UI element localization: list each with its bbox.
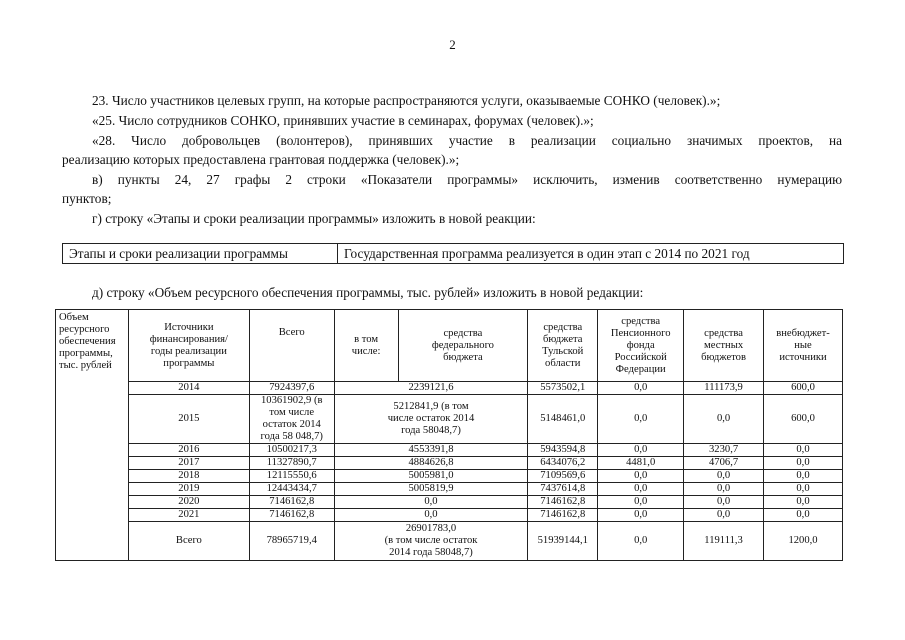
paragraph-d: д) строку «Объем ресурсного обеспечения программы, тыс. рублей» изложить в новой редакции:	[92, 285, 644, 300]
total-cell: 10361902,9 (в том числе остаток 2014 года 58 048,7)	[249, 395, 334, 444]
total-cell: 7146162,8	[249, 496, 334, 509]
federal-cell: 26901783,0 (в том числе остаток 2014 года 58048,7)	[334, 522, 528, 561]
extra-cell: 0,0	[764, 457, 843, 470]
local-cell: 0,0	[684, 395, 764, 444]
stages-value-cell: Государственная программа реализуется в один этап с 2014 по 2021 год	[338, 244, 844, 264]
table-row	[56, 483, 843, 496]
tula-cell: 51939144,1	[528, 522, 598, 561]
finance-table	[55, 309, 843, 561]
federal-cell: 4553391,8	[334, 444, 528, 457]
header-pension: средства Пенсионного фонда Российской Федерации	[598, 310, 684, 382]
federal-cell: 0,0	[334, 496, 528, 509]
tula-cell: 7146162,8	[528, 496, 598, 509]
tula-cell: 5573502,1	[528, 382, 598, 395]
table-row	[56, 470, 843, 483]
tula-cell: 5943594,8	[528, 444, 598, 457]
table-row	[56, 382, 843, 395]
header-including: в том числе:	[334, 310, 398, 382]
pension-cell: 0,0	[598, 470, 684, 483]
local-cell: 111173,9	[684, 382, 764, 395]
tula-cell: 6434076,2	[528, 457, 598, 470]
local-cell: 0,0	[684, 483, 764, 496]
tula-cell: 5148461,0	[528, 395, 598, 444]
pension-cell: 0,0	[598, 382, 684, 395]
pension-cell: 0,0	[598, 395, 684, 444]
total-cell: 12115550,6	[249, 470, 334, 483]
total-cell: 11327890,7	[249, 457, 334, 470]
paragraph-28-line2: реализацию которых предоставлена грантовая поддержка (человек).»;	[62, 152, 460, 167]
table-row	[56, 444, 843, 457]
paragraph-g: г) строку «Этапы и сроки реализации программы» изложить в новой реакции:	[92, 211, 536, 226]
federal-cell: 5005819,9	[334, 483, 528, 496]
paragraph-25: «25. Число сотрудников СОНКО, принявших участие в семинарах, форумах (человек).»;	[92, 113, 594, 128]
paragraph-v-line1: в) пункты 24, 27 графы 2 строки «Показатели программы» исключить, изменив соответственно нумерацию	[92, 172, 842, 187]
total-label-cell: Всего	[128, 522, 249, 561]
extra-cell: 0,0	[764, 470, 843, 483]
local-cell: 3230,7	[684, 444, 764, 457]
extra-cell: 1200,0	[764, 522, 843, 561]
pension-cell: 0,0	[598, 522, 684, 561]
header-local: средства местных бюджетов	[684, 310, 764, 382]
tula-cell: 7146162,8	[528, 509, 598, 522]
federal-cell: 4884626,8	[334, 457, 528, 470]
header-total: Всего	[249, 310, 334, 382]
pension-cell: 0,0	[598, 483, 684, 496]
federal-cell: 0,0	[334, 509, 528, 522]
local-cell: 4706,7	[684, 457, 764, 470]
page-number: 2	[449, 37, 456, 52]
finance-header-row	[56, 310, 843, 382]
local-cell: 0,0	[684, 509, 764, 522]
year-cell: 2021	[128, 509, 249, 522]
header-tula: средства бюджета Тульской области	[528, 310, 598, 382]
paragraph-23: 23. Число участников целевых групп, на которые распространяются услуги, оказываемые СОНКО (человек).»;	[92, 93, 721, 108]
year-cell: 2016	[128, 444, 249, 457]
year-cell: 2015	[128, 395, 249, 444]
extra-cell: 600,0	[764, 395, 843, 444]
table-row	[56, 457, 843, 470]
table-row	[56, 395, 843, 444]
stages-label-cell: Этапы и сроки реализации программы	[63, 244, 338, 264]
extra-cell: 0,0	[764, 483, 843, 496]
tula-cell: 7437614,8	[528, 483, 598, 496]
total-cell: 10500217,3	[249, 444, 334, 457]
year-cell: 2014	[128, 382, 249, 395]
federal-cell: 2239121,6	[334, 382, 528, 395]
total-cell: 78965719,4	[249, 522, 334, 561]
local-cell: 0,0	[684, 496, 764, 509]
pension-cell: 0,0	[598, 496, 684, 509]
header-federal: средства федерального бюджета	[398, 310, 528, 382]
year-cell: 2019	[128, 483, 249, 496]
table-row	[56, 509, 843, 522]
finance-row-label: Объем ресурсного обеспечения программы, тыс. рублей	[56, 310, 129, 561]
year-cell: 2020	[128, 496, 249, 509]
pension-cell: 0,0	[598, 444, 684, 457]
pension-cell: 4481,0	[598, 457, 684, 470]
pension-cell: 0,0	[598, 509, 684, 522]
federal-cell: 5212841,9 (в том числе остаток 2014 года 58048,7)	[334, 395, 528, 444]
extra-cell: 0,0	[764, 509, 843, 522]
total-cell: 12443434,7	[249, 483, 334, 496]
paragraph-v-line2: пунктов;	[62, 191, 112, 206]
extra-cell: 600,0	[764, 382, 843, 395]
federal-cell: 5005981,0	[334, 470, 528, 483]
local-cell: 0,0	[684, 470, 764, 483]
table-row	[56, 496, 843, 509]
extra-cell: 0,0	[764, 444, 843, 457]
year-cell: 2018	[128, 470, 249, 483]
year-cell: 2017	[128, 457, 249, 470]
stages-table	[62, 243, 844, 264]
total-cell: 7146162,8	[249, 509, 334, 522]
table-total-row	[56, 522, 843, 561]
header-extrabudget: внебюджет- ные источники	[764, 310, 843, 382]
extra-cell: 0,0	[764, 496, 843, 509]
total-cell: 7924397,6	[249, 382, 334, 395]
local-cell: 119111,3	[684, 522, 764, 561]
tula-cell: 7109569,6	[528, 470, 598, 483]
header-sources: Источники финансирования/ годы реализации программы	[128, 310, 249, 382]
paragraph-28-line1: «28. Число добровольцев (волонтеров), принявших участие в реализации социально значимых проектов, на	[92, 133, 842, 148]
